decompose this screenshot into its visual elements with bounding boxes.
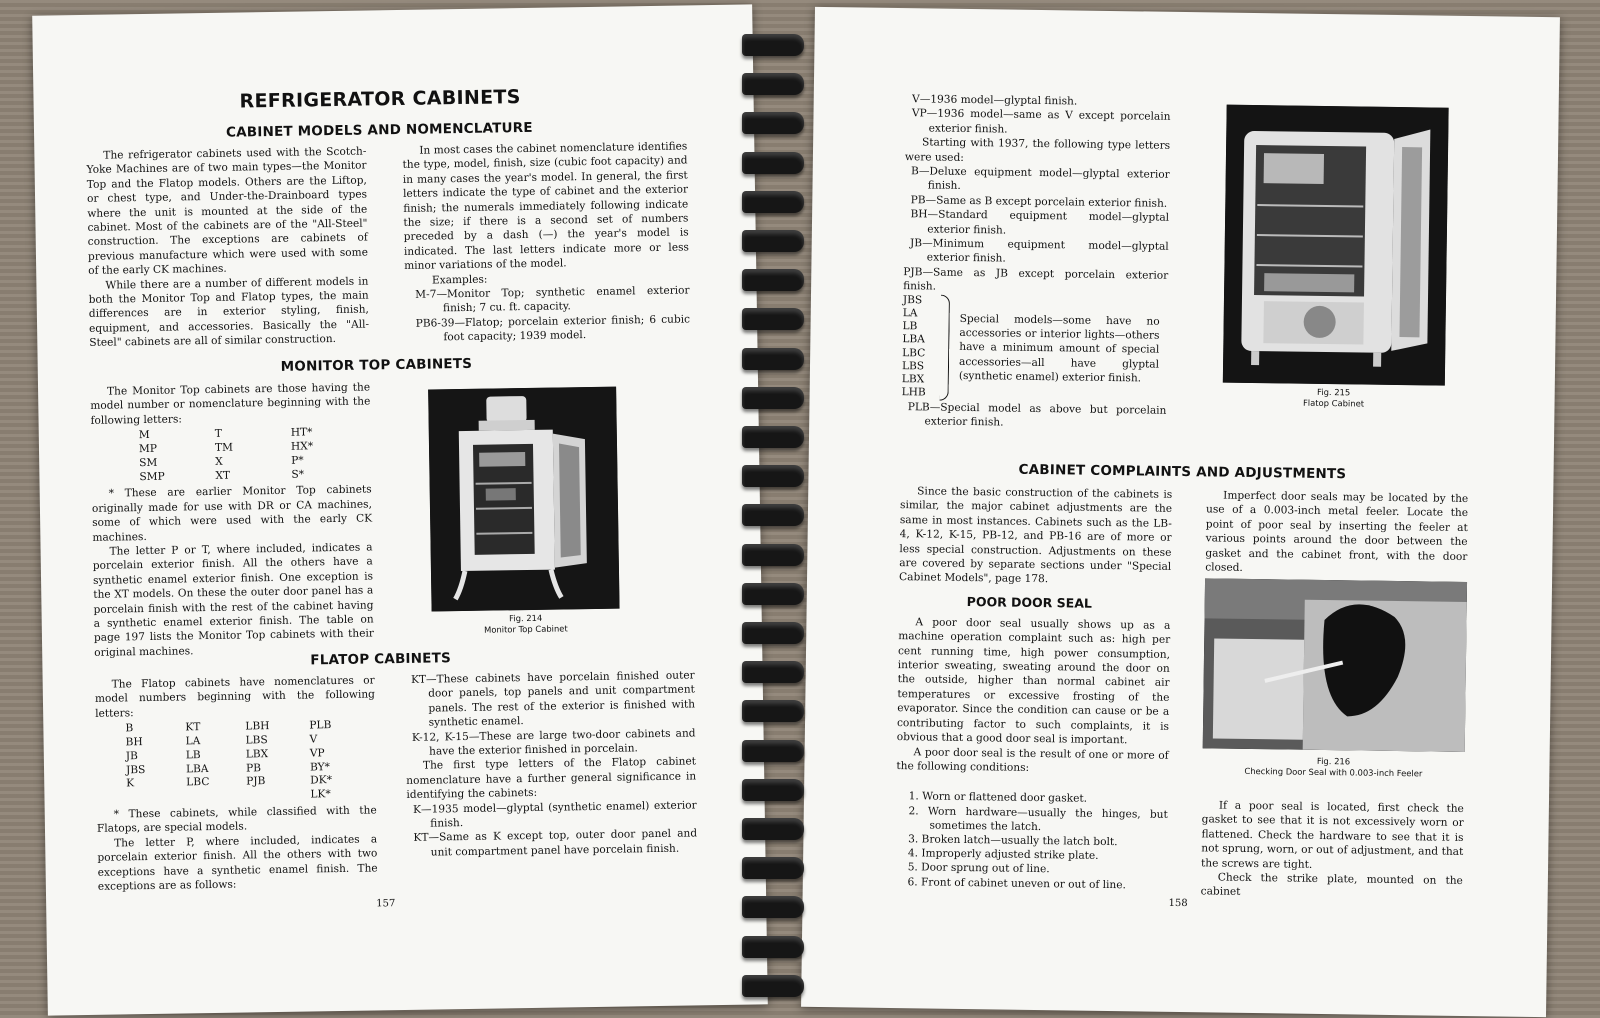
model-letter: PLB (309, 719, 332, 732)
paragraph: A poor door seal usually shows up as a machine operation complaint such as: high per cent running time, high power consumption, interior sweating, sweating around the door on the outside, higher than normal cabinet air temperatures or excessive frosting of the evaporator. Since the condition can cause or be a contributing factor to such complaints, it is obvious that a good door seal is important. (896, 616, 1171, 747)
model-letter: BH (125, 736, 143, 749)
model-letter: LBX (245, 747, 269, 761)
binding-coil (742, 779, 804, 801)
binding-coil (742, 34, 804, 56)
figure-title: Checking Door Seal with 0.003-inch Feeler (1244, 765, 1423, 779)
paragraph: Since the basic construction of the cabinets is similar, the major cabinet adjustments are the same in most instances. Cabinets such as the LB-4, K-12, K-15, PB-12, and PB-16 are of more or less special construction. Adjustments on these are covered by separate sections under "Special Cabinet Models", page 178. (898, 485, 1173, 586)
definition: PLB—Special model as above but porcelain exterior finish. (907, 400, 1167, 429)
right-column-2-top (1205, 488, 1468, 578)
model-letter: TM (214, 441, 234, 454)
section-heading-complaints: CABINET COMPLAINTS AND ADJUSTMENTS (1018, 461, 1347, 483)
condition-item: 5. Door sprung out of line. (907, 861, 1050, 876)
condition-item: 4. Improperly adjusted strike plate. (907, 847, 1099, 863)
condition-item: 3. Broken latch—usually the latch bolt. (908, 833, 1118, 849)
condition-item: 6. Front of cabinet uneven or out of line. (907, 875, 1127, 891)
page-title: REFRIGERATOR CABINETS (239, 86, 521, 113)
figure-216-caption (1202, 754, 1464, 780)
left-page (32, 4, 768, 1015)
model-letter: T (214, 428, 222, 441)
binding-coil (742, 426, 804, 448)
special-codes-list (902, 294, 941, 400)
model-letter: LBC (186, 776, 210, 789)
model-letter: V (309, 733, 318, 746)
model-letter: HX* (290, 440, 314, 453)
binding-coil (742, 975, 804, 997)
monitor-letters-table (91, 426, 372, 486)
model-letter: DK* (310, 774, 333, 787)
special-code: LBS (901, 359, 925, 373)
figure-215-caption (1222, 386, 1444, 411)
figure-216-image (1203, 578, 1467, 752)
paragraph: While there are a number of different models in both the Monitor Top and Flatop types, the main differences are in exterior styling, finish, equipment, and accessories. Basically the "All-Steel" cabinets are all of similar construction. (88, 275, 370, 350)
definition: JB—Minimum equipment model—glyptal exterior finish. (910, 237, 1169, 266)
figure-number: Fig. 215 (1317, 386, 1351, 398)
condition-item: 1. Worn or flattened door gasket. (908, 790, 1088, 806)
subheading-poor-door-seal: POOR DOOR SEAL (966, 593, 1093, 611)
special-code: LHB (901, 386, 926, 399)
binding-coil (742, 857, 804, 879)
definition: KT—Same as K except top, outer door panel and unit compartment panel have porcelain finish. (413, 827, 698, 859)
paragraph: If a poor seal is located, first check the gasket to see that it is not excessively worn or flattened. Check the hardware to see that it is not sprung, worn, or out of adjustment, and that the screws are tight. (1201, 799, 1464, 871)
paragraph: The refrigerator cabinets used with the Scotch-Yoke Machines are of two main types—the Monitor Top and the Flatop models. Others are the Liftop, or chest type, and Under-the-Drainboard types where the unit is mounted at the side of the cabinet. Most of the cabinets are of the "All-Steel" construction. The exceptions are cabinets of previous manufacture which were used with some of the early CK machines. (86, 145, 369, 278)
model-letter: HT* (290, 426, 313, 439)
model-letter: XT (215, 469, 231, 482)
model-letter (186, 790, 246, 805)
definition: PJB—Same as JB except porcelain exterior finish. (903, 265, 1169, 293)
footnote: * These are earlier Monitor Top cabinets originally made for use with DR or CA machines, some of which were used with the early CK machines. (91, 483, 373, 544)
model-letter: M (138, 429, 150, 442)
model-letter: JBS (125, 763, 146, 776)
example-2: PB6-39—Flatop; porcelain exterior finish; 6 cubic foot capacity; 1939 model. (415, 313, 691, 344)
paragraph: The first type letters of the Flatop cabinet nomenclature have a further general significance in identifying the cabinets: (406, 755, 697, 802)
paragraph: The letter P or T, where included, indicates a porcelain exterior finish. All the others have a synthetic enamel exterior finish. One exception is the XT models. On these the outer door panel has a porcelain finish with the rest of the cabinet having a synthetic enamel exterior finish. The table on page 197 lists the Monitor Top cabinets with their original machines. (92, 541, 375, 659)
page-number: 157 (376, 898, 396, 910)
flatop-column-1 (95, 673, 378, 894)
section-heading-flatop: FLATOP CABINETS (310, 650, 452, 669)
heading-spacer (899, 585, 1171, 619)
binding-coil (742, 112, 804, 134)
figure-214-caption (432, 612, 620, 637)
model-letter: VP (309, 747, 325, 760)
paragraph: Starting with 1937, the following type letters were used: (904, 136, 1171, 164)
model-letter: PB (245, 761, 262, 775)
spiral-binding (742, 0, 812, 1018)
page-number: 158 (1168, 897, 1188, 910)
model-letter: X (215, 455, 223, 468)
binding-coil (742, 936, 804, 958)
figure-215-image (1223, 105, 1449, 386)
model-letter: KT (185, 721, 201, 734)
figure-214-image (428, 387, 619, 612)
paragraph: Check the strike plate, mounted on the cabinet (1200, 871, 1463, 899)
example-1: M-7—Monitor Top; synthetic enamel exterior finish; 7 cu. ft. capacity. (415, 284, 690, 315)
binding-coil (742, 191, 804, 213)
right-column-2-bottom (1201, 798, 1464, 902)
figure-number: Fig. 216 (1316, 755, 1351, 767)
binding-coil (742, 504, 804, 526)
model-letter: SM (139, 456, 158, 469)
definition: B—Deluxe equipment model—glyptal exterior finish. (911, 165, 1170, 193)
left-column-1-top (86, 144, 369, 350)
binding-coil (742, 818, 804, 840)
binding-coil (742, 622, 804, 644)
right-column-1-top (901, 92, 1171, 432)
definition: VP—1936 model—same as V except porcelain exterior finish. (911, 107, 1171, 136)
definition: KT—These cabinets have porcelain finished outer door panels, top panels and unit compartment panels. The rest of the exterior is finished with synthetic enamel. (410, 669, 696, 729)
binding-coil (742, 740, 804, 762)
special-models-group (902, 294, 1168, 404)
binding-coil (742, 230, 804, 252)
special-code: LBA (902, 333, 925, 346)
binding-coil (742, 308, 804, 330)
examples-label: Examples: (431, 273, 488, 287)
figure-number: Fig. 214 (509, 612, 543, 624)
model-letter (126, 791, 186, 806)
conditions-list (895, 789, 1168, 892)
door-seal-feeler-illustration (1203, 578, 1467, 752)
model-letter (246, 789, 310, 804)
model-letter: B (125, 722, 134, 735)
paragraph: Imperfect door seals may be located by the use of a 0.003-inch metal feeler. Locate the point of poor seal by inserting the feeler at various points around the door between the gasket and the cabinet front, with the door closed. (1205, 489, 1469, 574)
definition: K-12, K-15—These are large two-door cabinets and have the exterior finished in porcelain. (411, 727, 696, 758)
model-letter: SMP (139, 470, 165, 483)
paragraph: A poor door seal is the result of one or more of the following conditions: (896, 745, 1169, 774)
paragraph: The letter P, where included, indicates a porcelain exterior finish. All the others with two exceptions have a synthetic enamel finish. The exceptions are as follows: (97, 833, 378, 893)
model-letter: JB (125, 749, 138, 763)
definition: V—1936 model—glyptal finish. (912, 93, 1078, 108)
model-letter: LK* (310, 788, 331, 801)
figure-title: Monitor Top Cabinet (483, 623, 568, 635)
special-desc: Special models—some have no accessories or interior lights—others have a minimum amount of special accessories—all have glyptal (synthetic enamel) exterior finish. (958, 312, 1160, 385)
monitor-top-column (90, 380, 374, 660)
model-letter: K (126, 777, 135, 790)
flatop-column-2 (405, 668, 698, 860)
binding-coil (742, 700, 804, 722)
binding-coil (742, 583, 804, 605)
special-code: LA (902, 307, 918, 320)
right-page (801, 7, 1560, 1017)
binding-coil (742, 152, 804, 174)
flatop-letters-table (95, 719, 376, 806)
condition-item: 2. Worn hardware—usually the hinges, but sometimes the latch. (908, 804, 1168, 833)
footnote: * These cabinets, while classified with the Flatops, are special models. (96, 804, 377, 836)
section-heading-nomenclature: CABINET MODELS AND NOMENCLATURE (225, 119, 533, 141)
binding-coil (742, 387, 804, 409)
binding-coil (742, 269, 804, 291)
model-letter: BY* (309, 760, 331, 774)
definition: PB—Same as B except porcelain exterior finish. (910, 194, 1168, 210)
special-code: LBC (902, 346, 926, 360)
right-column-1-bottom (895, 484, 1173, 892)
definition: BH—Standard equipment model—glyptal exterior finish. (910, 208, 1170, 237)
monitor-top-cabinet-illustration (428, 387, 619, 612)
binding-coil (742, 348, 804, 370)
binding-coil (742, 896, 804, 918)
left-column-2-top (402, 139, 690, 345)
model-letter: LB (185, 748, 201, 762)
section-heading-monitor-top: MONITOR TOP CABINETS (280, 355, 473, 375)
paragraph: The Monitor Top cabinets are those having the model number or nomenclature beginning with the following letters: (90, 381, 371, 427)
special-code: JBS (902, 293, 923, 307)
model-letter: LBH (245, 720, 270, 733)
model-letter: LA (185, 735, 201, 748)
binding-coil (742, 73, 804, 95)
paragraph: In most cases the cabinet nomenclature identifies the type, model, finish, size (cubic foot capacity) and in many cases the year's model. In general, the first letters indicate the type of cabinet and the exterior finish; the numerals immediately following indicate the size; if there is a second set of numbers preceded by a dash (—) the year's model is indicated. The last letters indicate more or less minor variations of the model. (402, 140, 690, 273)
definition: K—1935 model—glyptal (synthetic enamel) exterior finish. (412, 799, 697, 830)
binding-coil (742, 544, 804, 566)
special-code: LBX (901, 373, 925, 386)
paragraph: The Flatop cabinets have nomenclatures or model numbers beginning with the following letters: (94, 674, 375, 720)
model-letter: S* (291, 468, 305, 481)
model-letter: PJB (246, 775, 266, 788)
model-letter: MP (138, 442, 158, 456)
binding-coil (742, 465, 804, 487)
binding-coil (742, 661, 804, 683)
brace (940, 294, 950, 400)
model-letter: LBS (245, 734, 268, 747)
figure-title: Flatop Cabinet (1302, 397, 1365, 409)
flatop-cabinet-illustration (1223, 105, 1449, 386)
special-code: LB (902, 320, 918, 333)
model-letter: LBA (185, 762, 209, 776)
model-letter: P* (291, 454, 304, 467)
